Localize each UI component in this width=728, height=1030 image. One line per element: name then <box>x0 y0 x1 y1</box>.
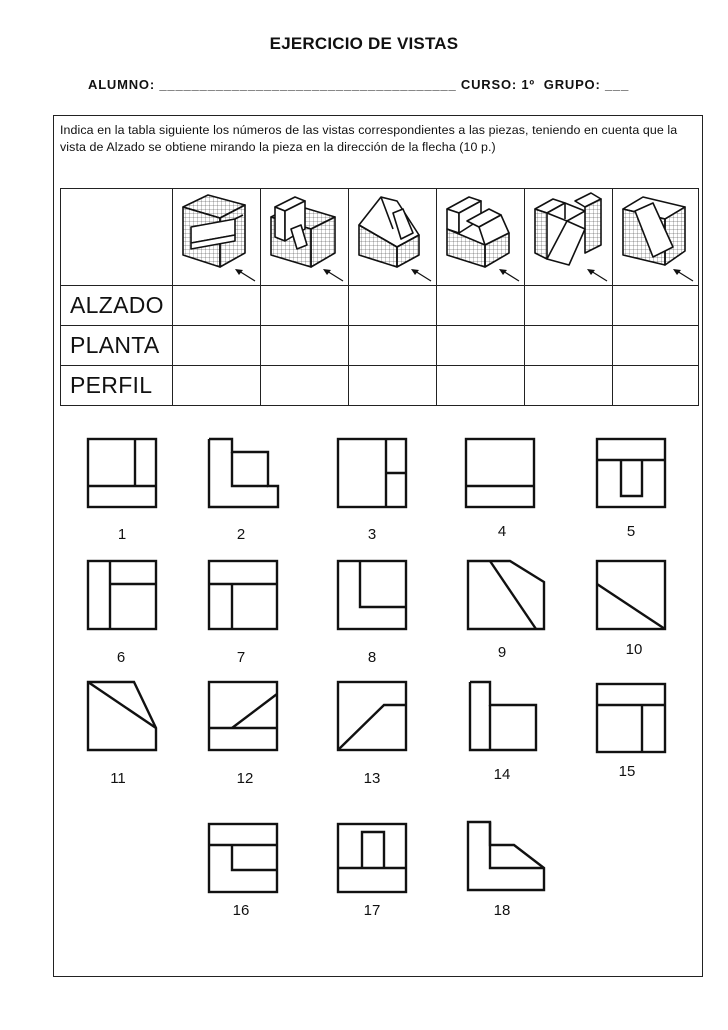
view-16-figure <box>209 824 277 892</box>
view-number-11: 11 <box>110 770 126 787</box>
instructions-text: Indica en la tabla siguiente los números de las vistas correspondientes a las piezas, teniendo en cuenta que la vista de Alzado se obtiene mirando la pieza en la dirección de la flecha (10 p.) <box>60 123 678 154</box>
view-18-figure <box>468 822 544 890</box>
view-11-figure <box>88 682 156 750</box>
view-number-4: 4 <box>497 523 507 540</box>
view-9-figure <box>468 561 544 629</box>
view-5-figure <box>597 439 665 507</box>
view-8-figure <box>338 561 406 629</box>
view-15-figure <box>597 684 665 752</box>
view-number-18: 18 <box>493 902 511 919</box>
view-number-16: 16 <box>232 902 250 919</box>
view-12-figure <box>209 682 277 750</box>
row-label-alzado: ALZADO <box>61 286 173 326</box>
view-3-figure <box>338 439 406 507</box>
row-label-planta: PLANTA <box>61 326 173 366</box>
view-number-5: 5 <box>626 523 636 540</box>
view-13-figure <box>338 682 406 750</box>
view-4-figure <box>466 439 534 507</box>
view-number-2: 2 <box>236 526 246 543</box>
view-7-figure <box>209 561 277 629</box>
row-label-perfil: PERFIL <box>61 366 173 406</box>
view-14-figure <box>470 682 536 750</box>
view-number-8: 8 <box>367 649 377 666</box>
view-number-14: 14 <box>493 766 511 783</box>
view-17-figure <box>338 824 406 892</box>
view-number-10: 10 <box>625 641 643 658</box>
view-number-6: 6 <box>116 649 126 666</box>
view-10-figure <box>597 561 665 629</box>
page-title: EJERCICIO DE VISTAS <box>269 34 459 53</box>
student-info-line[interactable]: ALUMNO: _____________________________________ CURSO: 1º GRUPO: ___ <box>88 77 630 92</box>
view-number-1: 1 <box>117 526 127 543</box>
view-number-3: 3 <box>367 526 377 543</box>
view-number-7: 7 <box>236 649 246 666</box>
view-number-12: 12 <box>236 770 254 787</box>
view-number-9: 9 <box>497 644 507 661</box>
view-6-figure <box>88 561 156 629</box>
view-number-17: 17 <box>363 902 381 919</box>
view-number-15: 15 <box>618 763 636 780</box>
view-2-figure <box>209 439 278 507</box>
view-1-figure <box>88 439 156 507</box>
view-number-13: 13 <box>363 770 381 787</box>
